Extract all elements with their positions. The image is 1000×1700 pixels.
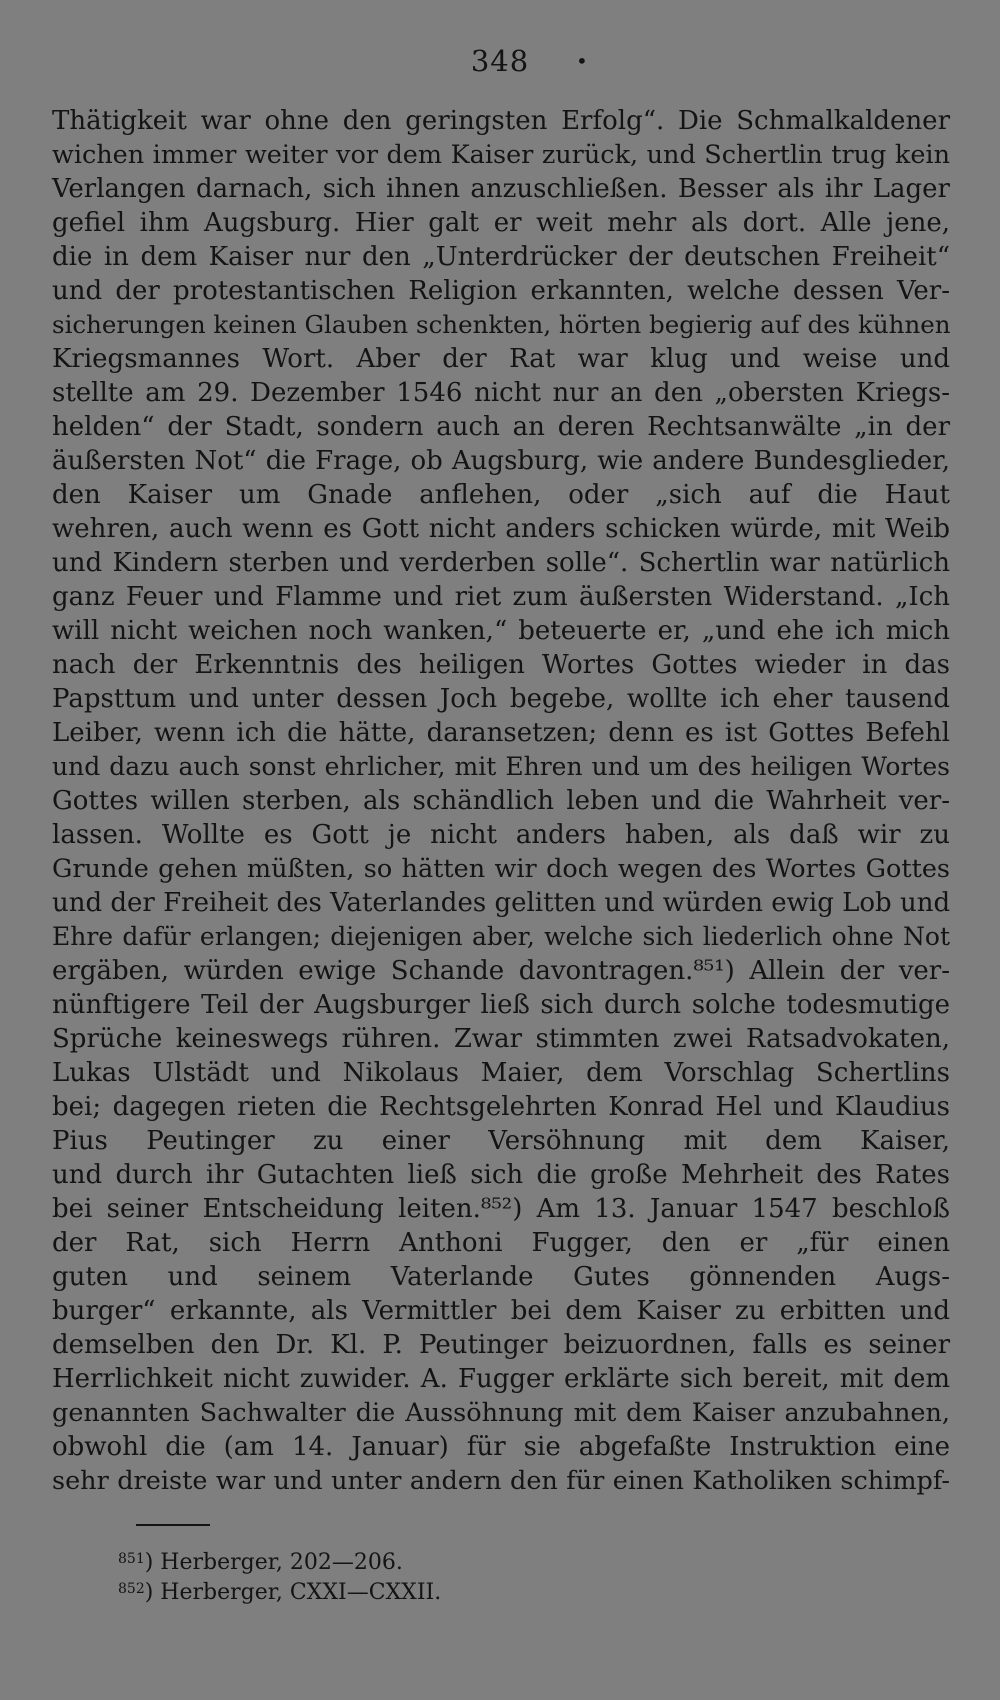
text-line: Grunde gehen müßten, so hätten wir doch wegen des Wortes Gottes xyxy=(52,854,950,884)
footnote-text: ) Herberger, CXXI—CXXII. xyxy=(144,1580,442,1605)
text-line: lassen. Wollte es Gott je nicht anders haben, als daß wir zu xyxy=(52,820,950,850)
body-text xyxy=(52,104,950,1498)
text-line: genannten Sachwalter die Aussöhnung mit dem Kaiser anzubahnen, xyxy=(52,1398,950,1428)
text-line: Papsttum und unter dessen Joch begebe, wollte ich eher tausend xyxy=(52,684,950,714)
text-line: burger“ erkannte, als Vermittler bei dem Kaiser zu erbitten und xyxy=(52,1296,950,1326)
text-line: sehr dreiste war und unter andern den für einen Katholiken schimpf- xyxy=(52,1466,950,1496)
text-line: Verlangen darnach, sich ihnen anzuschließen. Besser als ihr Lager xyxy=(52,174,950,204)
page-mark: • xyxy=(576,49,588,73)
text-line: bei; dagegen rieten die Rechtsgelehrten Konrad Hel und Klaudius xyxy=(52,1092,950,1122)
text-line: wichen immer weiter vor dem Kaiser zurück, und Schertlin trug kein xyxy=(52,140,950,170)
text-line: Lukas Ulstädt und Nikolaus Maier, dem Vorschlag Schertlins xyxy=(52,1058,950,1088)
text-line: und der protestantischen Religion erkannten, welche dessen Ver- xyxy=(52,276,950,306)
page-number: 348 xyxy=(470,44,530,78)
text-line: obwohl die (am 14. Januar) für sie abgefaßte Instruktion eine xyxy=(52,1432,950,1462)
text-line: Thätigkeit war ohne den geringsten Erfolg“. Die Schmalkaldener xyxy=(52,106,950,136)
text-line: helden“ der Stadt, sondern auch an deren Rechtsanwälte „in der xyxy=(52,412,950,442)
text-line: wehren, auch wenn es Gott nicht anders schicken würde, mit Weib xyxy=(52,514,950,544)
footnotes xyxy=(118,1548,818,1608)
footnote-mark: 851 xyxy=(118,1551,145,1567)
text-line: die in dem Kaiser nur den „Unterdrücker der deutschen Freiheit“ xyxy=(52,242,950,272)
text-line: der Rat, sich Herrn Anthoni Fugger, den er „für einen xyxy=(52,1228,950,1258)
text-line: Sprüche keineswegs rühren. Zwar stimmten zwei Ratsadvokaten, xyxy=(52,1024,950,1054)
footnote-rule xyxy=(136,1524,210,1526)
text-line: und Kindern sterben und verderben solle“. Schertlin war natürlich xyxy=(52,548,950,578)
text-line: bei seiner Entscheidung leiten.⁸⁵²) Am 13. Januar 1547 beschloß xyxy=(52,1194,950,1224)
text-line: Leiber, wenn ich die hätte, daransetzen; denn es ist Gottes Befehl xyxy=(52,718,950,748)
footnote xyxy=(118,1548,818,1578)
footnote xyxy=(118,1578,818,1608)
text-line: guten und seinem Vaterlande Gutes gönnenden Augs- xyxy=(52,1262,950,1292)
text-line: stellte am 29. Dezember 1546 nicht nur an den „obersten Kriegs- xyxy=(52,378,950,408)
text-line: und der Freiheit des Vaterlandes gelitten und würden ewig Lob und xyxy=(52,888,951,918)
text-line: und durch ihr Gutachten ließ sich die große Mehrheit des Rates xyxy=(52,1160,950,1190)
text-line: Herrlichkeit nicht zuwider. A. Fugger erklärte sich bereit, mit dem xyxy=(52,1364,950,1394)
text-line: gefiel ihm Augsburg. Hier galt er weit mehr als dort. Alle jene, xyxy=(52,208,950,238)
footnote-mark: 852 xyxy=(118,1581,145,1597)
footnote-text: ) Herberger, 202—206. xyxy=(144,1550,403,1575)
text-line: sicherungen keinen Glauben schenkten, hörten begierig auf des kühnen xyxy=(52,310,951,339)
text-line: Gottes willen sterben, als schändlich leben und die Wahrheit ver- xyxy=(52,786,950,816)
text-line: nach der Erkenntnis des heiligen Wortes Gottes wieder in das xyxy=(52,650,950,680)
text-line: will nicht weichen noch wanken,“ beteuerte er, „und ehe ich mich xyxy=(52,616,950,646)
text-line: nünftigere Teil der Augsburger ließ sich durch solche todesmutige xyxy=(52,990,950,1020)
text-line: Ehre dafür erlangen; diejenigen aber, welche sich liederlich ohne Not xyxy=(52,922,950,951)
text-line: Pius Peutinger zu einer Versöhnung mit dem Kaiser, xyxy=(52,1126,950,1156)
text-line: Kriegsmannes Wort. Aber der Rat war klug und weise und xyxy=(52,344,950,374)
text-line: demselben den Dr. Kl. P. Peutinger beizuordnen, falls es seiner xyxy=(52,1330,950,1360)
text-line: äußersten Not“ die Frage, ob Augsburg, wie andere Bundesglieder, xyxy=(52,446,950,476)
text-line: ergäben, würden ewige Schande davontragen.⁸⁵¹) Allein der ver- xyxy=(52,956,950,986)
text-line: den Kaiser um Gnade anflehen, oder „sich auf die Haut xyxy=(52,480,950,510)
text-line: ganz Feuer und Flamme und riet zum äußersten Widerstand. „Ich xyxy=(52,582,950,612)
text-line: und dazu auch sonst ehrlicher, mit Ehren und um des heiligen Wortes xyxy=(52,752,950,781)
